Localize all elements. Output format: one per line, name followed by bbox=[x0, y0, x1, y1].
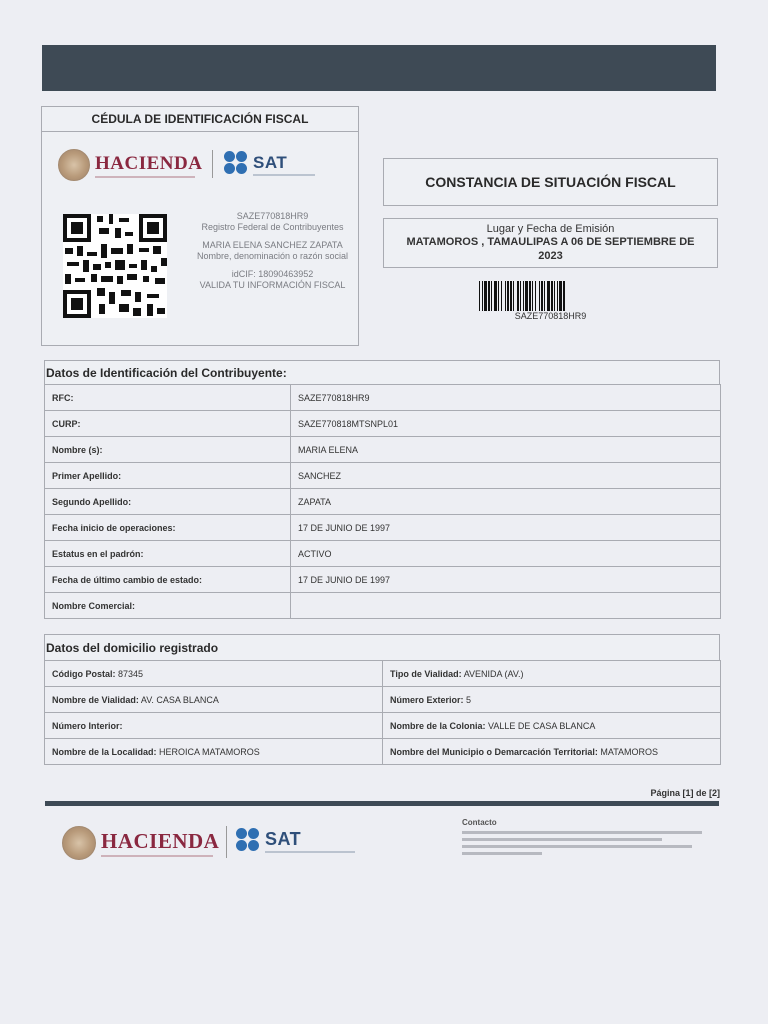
barcode-bar bbox=[554, 281, 555, 311]
table-row bbox=[45, 385, 721, 411]
barcode-bar bbox=[535, 281, 536, 311]
address-label: Nombre de la Colonia: bbox=[390, 720, 486, 731]
footer-hacienda-text: HACIENDA bbox=[101, 829, 220, 853]
barcode-bar bbox=[498, 281, 499, 311]
footer-sat-text: SAT bbox=[265, 829, 302, 849]
barcode-bar bbox=[494, 281, 497, 311]
barcode-bar bbox=[507, 281, 509, 311]
address-value: 87345 bbox=[118, 668, 144, 679]
lugar-label: Lugar y Fecha de Emisión bbox=[486, 223, 615, 235]
cedula-nombre: MARIA ELENA SANCHEZ ZAPATA bbox=[202, 240, 343, 250]
address-cell bbox=[383, 687, 721, 713]
barcode-bar bbox=[557, 281, 558, 311]
row-label: Segundo Apellido: bbox=[45, 489, 291, 515]
hacienda-logo bbox=[58, 149, 202, 181]
cedula-valida: VALIDA TU INFORMACIÓN FISCAL bbox=[199, 280, 346, 290]
barcode-bar bbox=[547, 281, 550, 311]
barcode-bar bbox=[482, 281, 483, 311]
address-value: AVENIDA (AV.) bbox=[463, 668, 524, 679]
table-row bbox=[45, 515, 721, 541]
address-cell bbox=[383, 661, 721, 687]
seal-icon bbox=[58, 149, 90, 181]
address-cell bbox=[45, 739, 383, 765]
row-value: MARIA ELENA bbox=[291, 437, 721, 463]
row-label: Fecha inicio de operaciones: bbox=[45, 515, 291, 541]
address-cell bbox=[45, 661, 383, 687]
footer-seal-icon bbox=[62, 826, 96, 860]
row-label: CURP: bbox=[45, 411, 291, 437]
barcode-bar bbox=[523, 281, 524, 311]
footer-sat-icon bbox=[236, 828, 262, 854]
lugar-fecha-box bbox=[383, 218, 718, 268]
barcode-bar bbox=[510, 281, 512, 311]
table-row bbox=[45, 661, 721, 687]
domicilio-title: Datos del domicilio registrado bbox=[46, 641, 219, 655]
cedula-rfc: SAZE770818HR9 bbox=[236, 211, 309, 221]
address-label: Código Postal: bbox=[52, 668, 116, 679]
identificacion-title: Datos de Identificación del Contribuyente: bbox=[46, 366, 287, 380]
row-label: Nombre Comercial: bbox=[45, 593, 291, 619]
address-label: Número Exterior: bbox=[390, 694, 464, 705]
row-label: Primer Apellido: bbox=[45, 463, 291, 489]
header-bar bbox=[42, 45, 716, 91]
table-row bbox=[45, 687, 721, 713]
row-label: RFC: bbox=[45, 385, 291, 411]
table-row bbox=[45, 567, 721, 593]
barcode-bar bbox=[479, 281, 480, 311]
address-value: AV. CASA BLANCA bbox=[140, 694, 219, 705]
barcode-bar bbox=[525, 281, 528, 311]
cedula-idcif: idCIF: 18090463952 bbox=[231, 269, 314, 279]
row-value: 17 DE JUNIO DE 1997 bbox=[291, 567, 721, 593]
contacto-block bbox=[462, 818, 722, 859]
footer-hacienda-logo bbox=[62, 826, 219, 860]
address-value: VALLE DE CASA BLANCA bbox=[488, 720, 596, 731]
address-label: Número Interior: bbox=[52, 720, 123, 731]
barcode-bar bbox=[484, 281, 487, 311]
table-row bbox=[45, 593, 721, 619]
barcode-bar bbox=[563, 281, 565, 311]
page-number: Página [1] de [2] bbox=[650, 788, 720, 798]
cedula-rfc-caption: Registro Federal de Contribuyentes bbox=[201, 222, 344, 232]
barcode-bar bbox=[491, 281, 492, 311]
domicilio-table bbox=[44, 660, 721, 765]
constancia-title: CONSTANCIA DE SITUACIÓN FISCAL bbox=[383, 158, 718, 206]
identificacion-table bbox=[44, 384, 721, 619]
barcode-text: SAZE770818HR9 bbox=[514, 311, 587, 321]
barcode bbox=[479, 281, 622, 311]
address-label: Nombre del Municipio o Demarcación Territorial: bbox=[390, 746, 598, 757]
address-cell bbox=[45, 687, 383, 713]
address-value: 5 bbox=[466, 694, 472, 705]
barcode-bar bbox=[505, 281, 506, 311]
table-row bbox=[45, 541, 721, 567]
table-row bbox=[45, 739, 721, 765]
hacienda-logo-text: HACIENDA bbox=[95, 152, 203, 174]
barcode-bar bbox=[520, 281, 521, 311]
table-row bbox=[45, 463, 721, 489]
barcode-bar bbox=[488, 281, 490, 311]
row-label: Nombre (s): bbox=[45, 437, 291, 463]
footer-line bbox=[45, 801, 719, 806]
sat-icon bbox=[224, 151, 250, 177]
table-row bbox=[45, 713, 721, 739]
sat-logo bbox=[224, 151, 315, 177]
row-value: ZAPATA bbox=[291, 489, 721, 515]
qr-code[interactable] bbox=[63, 214, 167, 318]
row-value bbox=[291, 593, 721, 619]
address-label: Nombre de Vialidad: bbox=[52, 694, 139, 705]
lugar-value: MATAMOROS , TAMAULIPAS A 06 DE SEPTIEMBRE DE 2023 bbox=[406, 236, 695, 262]
row-value: SAZE770818MTSNPL01 bbox=[291, 411, 721, 437]
row-value: 17 DE JUNIO DE 1997 bbox=[291, 515, 721, 541]
sat-logo-text: SAT bbox=[253, 152, 288, 172]
barcode-bar bbox=[529, 281, 531, 311]
barcode-bar bbox=[551, 281, 553, 311]
footer-sat-logo bbox=[236, 828, 355, 854]
contacto-title: Contacto bbox=[462, 818, 497, 827]
barcode-bar bbox=[532, 281, 533, 311]
row-value: SANCHEZ bbox=[291, 463, 721, 489]
cedula-nombre-caption: Nombre, denominación o razón social bbox=[196, 251, 349, 261]
row-label: Fecha de último cambio de estado: bbox=[45, 567, 291, 593]
barcode-bar bbox=[544, 281, 545, 311]
table-row bbox=[45, 489, 721, 515]
address-label: Nombre de la Localidad: bbox=[52, 746, 157, 757]
barcode-bar bbox=[501, 281, 502, 311]
row-value: SAZE770818HR9 bbox=[291, 385, 721, 411]
cedula-info bbox=[190, 211, 355, 291]
barcode-bar bbox=[559, 281, 562, 311]
barcode-bar bbox=[539, 281, 540, 311]
address-label: Tipo de Vialidad: bbox=[390, 668, 462, 679]
row-label: Estatus en el padrón: bbox=[45, 541, 291, 567]
address-value: HEROICA MATAMOROS bbox=[159, 746, 260, 757]
address-cell bbox=[45, 713, 383, 739]
table-row bbox=[45, 437, 721, 463]
barcode-bar bbox=[541, 281, 543, 311]
barcode-bar bbox=[517, 281, 519, 311]
barcode-bar bbox=[513, 281, 514, 311]
address-cell bbox=[383, 713, 721, 739]
row-value: ACTIVO bbox=[291, 541, 721, 567]
cedula-title: CÉDULA DE IDENTIFICACIÓN FISCAL bbox=[42, 107, 358, 132]
address-value: MATAMOROS bbox=[600, 746, 659, 757]
address-cell bbox=[383, 739, 721, 765]
table-row bbox=[45, 411, 721, 437]
